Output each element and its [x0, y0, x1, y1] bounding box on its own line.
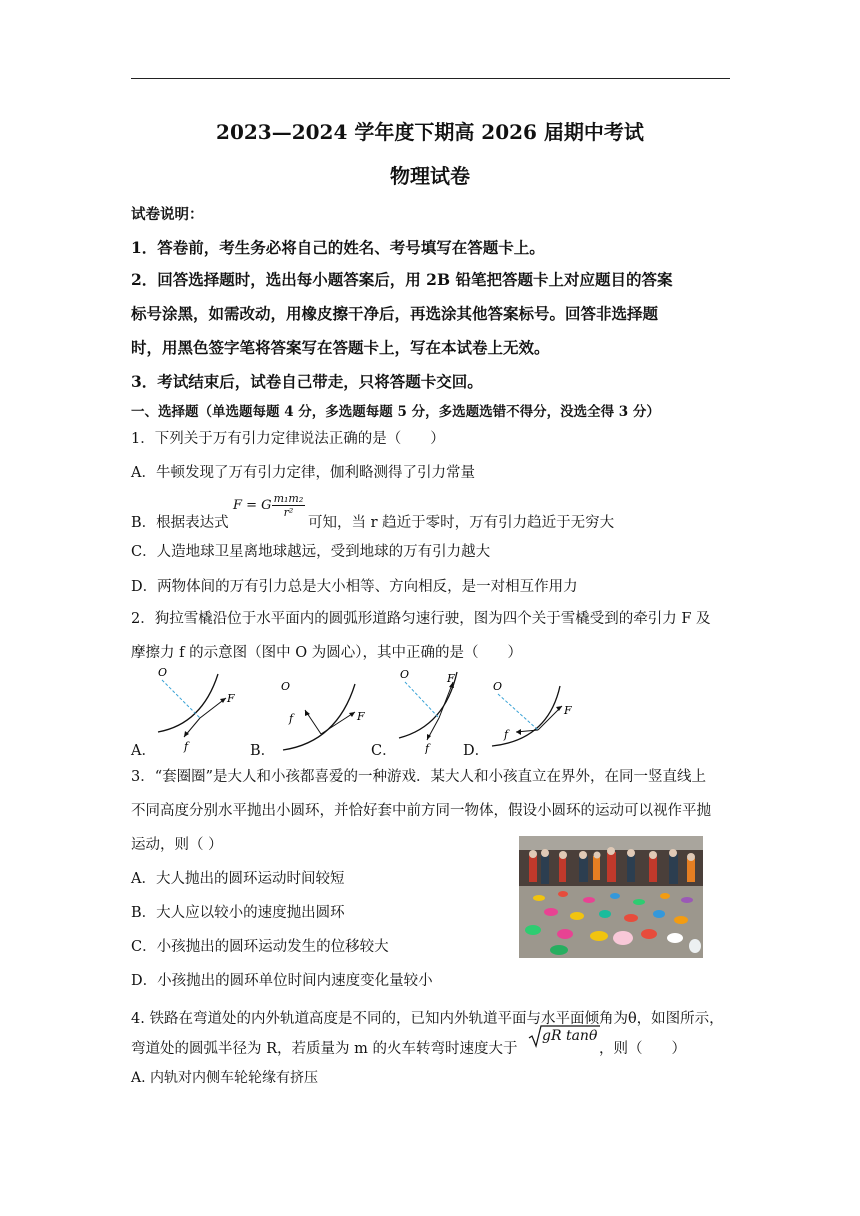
q4-stem-1: 4. 铁路在弯道处的内外轨道高度是不同的，已知内外轨道平面与水平面倾角为θ，如图所示， [131, 1011, 724, 1027]
friction-f-label: f [289, 712, 294, 725]
instruction-2-cont: 标号涂黑，如需改动，用橡皮擦干净后，再选涂其他答案标号。回答非选择题 [131, 304, 659, 323]
diagram-d [490, 664, 590, 758]
q3-stem-3: 运动，则（ ） [131, 837, 223, 853]
q2-option-b: B． [250, 743, 276, 759]
q2-option-d: D． [463, 743, 490, 759]
q3-option-b: B．大人应以较小的速度抛出圆环 [131, 905, 345, 921]
q3-option-c: C．小孩抛出的圆环运动发生的位移较大 [131, 939, 389, 955]
diagram-a [150, 664, 250, 758]
q1-option-a: A．牛顿发现了万有引力定律，伽利略测得了引力常量 [131, 465, 475, 481]
q4-stem-2-pre: 弯道处的圆弧半径为 R，若质量为 m 的火车转弯时速度大于 [131, 1041, 518, 1057]
center-label: O [400, 668, 410, 681]
q2-stem-2: 摩擦力 f 的示意图（图中 O 为圆心），其中正确的是（ ） [131, 645, 522, 661]
diagram-b [275, 664, 375, 758]
gravitation-formula: F = G $\frac{\text{m₁m₂}}{\text{r²}}$ [233, 492, 304, 519]
instruction-1: 1．答卷前，考生务必将自己的姓名、考号填写在答题卡上。 [131, 238, 545, 257]
instructions-heading: 试卷说明： [131, 206, 204, 223]
friction-f-label: f [184, 740, 189, 753]
sqrt-expression: gR tanθ [528, 1028, 583, 1044]
center-label: O [493, 680, 503, 693]
center-label: O [281, 680, 291, 693]
exam-subtitle: 物理试卷 [390, 164, 470, 188]
instruction-2: 2．回答选择题时，选出每小题答案后，用 2B 铅笔把答题卡上对应题目的答案 [131, 270, 673, 289]
q2-option-c: C． [371, 743, 397, 759]
q3-stem-1: 3．“套圈圈”是大人和小孩都喜爱的一种游戏．某大人和小孩直立在界外，在同一竖直线上 [131, 769, 707, 785]
exam-title: 2023—2024 学年度下期高 2026 届期中考试 [216, 120, 644, 144]
instruction-2-cont2: 时，用黑色签字笔将答案写在答题卡上，写在本试卷上无效。 [131, 338, 550, 357]
q4-stem-2-post: ，则（ ） [599, 1041, 686, 1057]
force-F-label: F [357, 710, 365, 723]
center-label: O [158, 666, 168, 679]
q2-stem-1: 2．狗拉雪橇沿位于水平面内的圆弧形道路匀速行驶，图为四个关于雪橇受到的牵引力 F 及 [131, 611, 711, 627]
q1-option-d: D．两物体间的万有引力总是大小相等、方向相反，是一对相互作用力 [131, 579, 578, 595]
q4-option-a: A. 内轨对内侧车轮轮缘有挤压 [131, 1070, 319, 1086]
friction-f-label: f [425, 742, 430, 754]
q1-option-b-post: 可知，当 r 趋近于零时，万有引力趋近于无穷大 [308, 515, 615, 531]
force-F-label: F [564, 704, 572, 717]
section-heading: 一、选择题（单选题每题 4 分，多选题每题 5 分，多选题选错不得分，没选全得 3 分） [131, 404, 660, 420]
header-rule [131, 78, 730, 79]
q2-option-a: A． [131, 743, 156, 759]
q1-option-b-pre: B．根据表达式 [131, 515, 229, 531]
q3-stem-2: 不同高度分别水平抛出小圆环，并恰好套中前方同一物体，假设小圆环的运动可以视作平抛 [131, 803, 711, 819]
force-F-label: F [227, 692, 235, 705]
q1-option-c: C．人造地球卫星离地球越远，受到地球的万有引力越大 [131, 544, 491, 560]
ring-toss-photo [519, 836, 703, 958]
q3-option-a: A．大人抛出的圆环运动时间较短 [131, 871, 345, 887]
q1-stem: 1．下列关于万有引力定律说法正确的是（ ） [131, 431, 445, 447]
q3-option-d: D．小孩抛出的圆环单位时间内速度变化量较小 [131, 973, 433, 989]
instruction-3: 3．考试结束后，试卷自己带走，只将答题卡交回。 [131, 372, 483, 391]
force-F-label: F [447, 672, 455, 685]
friction-f-label: f [504, 728, 509, 741]
